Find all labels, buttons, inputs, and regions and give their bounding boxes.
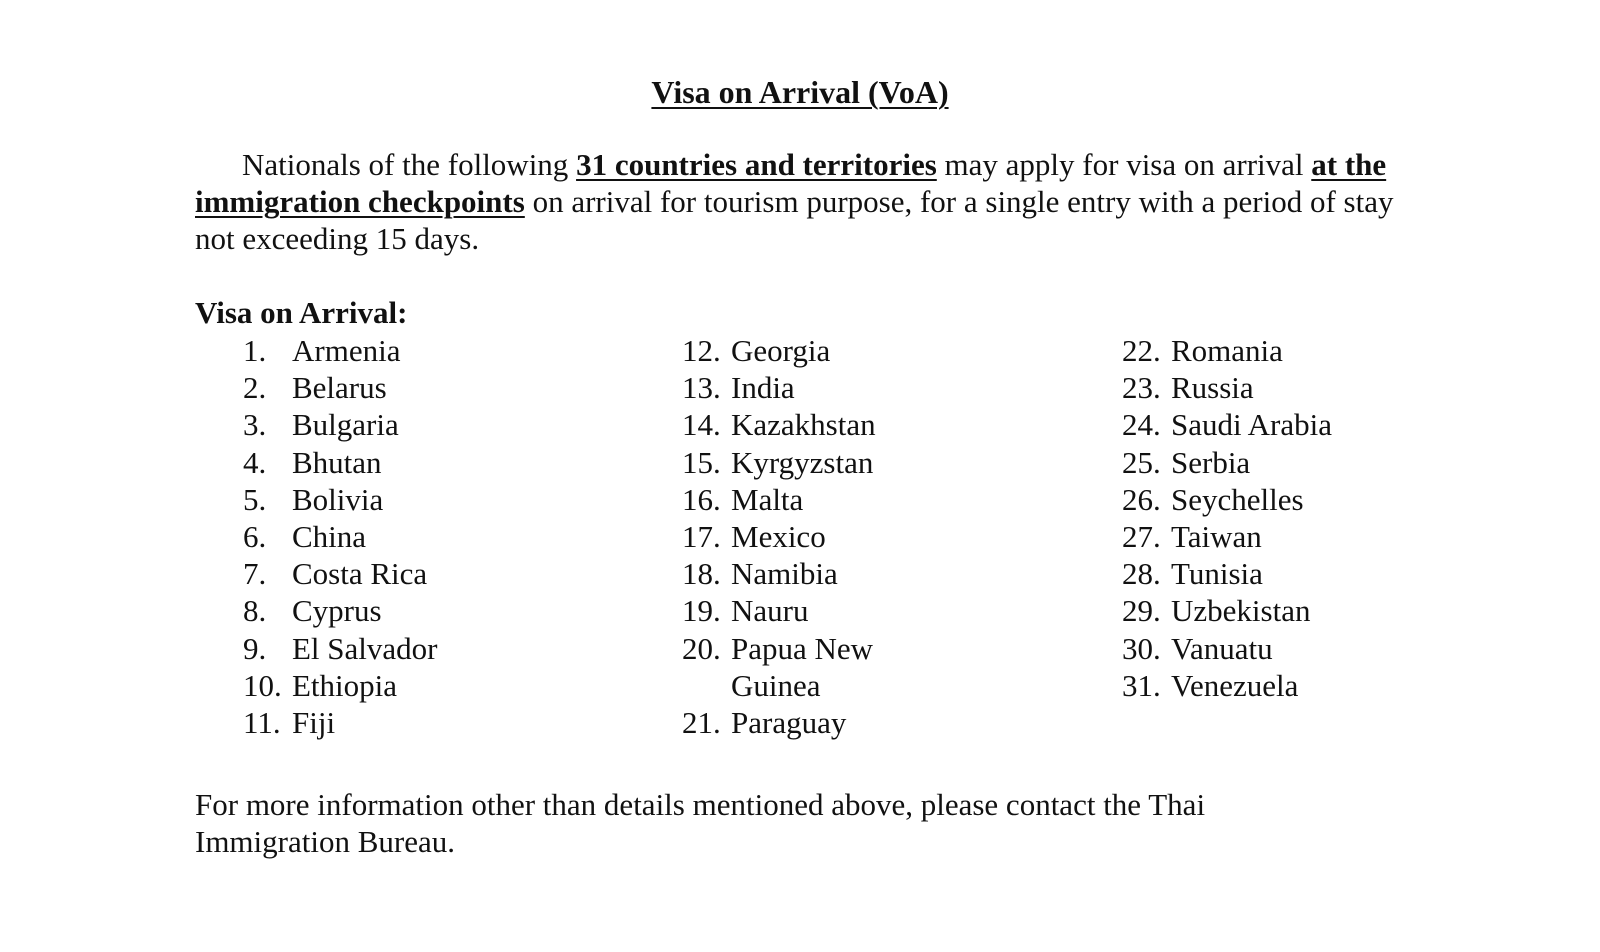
country-name: Georgia [731, 333, 831, 368]
country-list-item [1122, 630, 1332, 667]
country-name: Armenia [292, 333, 401, 368]
country-number: 16. [682, 481, 721, 517]
country-number: 2. [243, 370, 267, 406]
country-column-2 [682, 332, 901, 741]
country-name: Malta [731, 481, 804, 517]
intro-text-2: may apply for visa on arrival [936, 147, 1312, 182]
country-number: 8. [243, 593, 267, 629]
intro-emphasis-checkpoints: at the immigration checkpoints [195, 147, 1387, 219]
country-list-item [243, 592, 438, 629]
intro-text-1: Nationals of the following [242, 147, 577, 182]
country-list-item [243, 444, 438, 481]
country-list-item [1122, 518, 1332, 555]
country-name: Namibia [731, 556, 838, 592]
country-list-item [1122, 332, 1332, 369]
country-number: 20. [682, 630, 721, 666]
country-name: Bolivia [292, 481, 384, 517]
country-number: 7. [243, 556, 267, 592]
list-heading: Visa on Arrival: [195, 295, 408, 330]
country-name: Serbia [1171, 444, 1251, 480]
country-number: 6. [243, 519, 267, 555]
country-list-item [682, 592, 901, 629]
country-number: 31. [1122, 667, 1161, 703]
country-name: Cyprus [292, 593, 382, 629]
country-name: Costa Rica [292, 556, 428, 592]
country-number: 26. [1122, 481, 1161, 517]
country-name: Saudi Arabia [1171, 407, 1332, 443]
country-name: Mexico [731, 519, 826, 555]
country-name: India [731, 370, 795, 406]
country-list-item [1122, 667, 1332, 704]
country-list-item [1122, 444, 1332, 481]
country-name: Nauru [731, 593, 809, 629]
country-list-item [1122, 592, 1332, 629]
country-list-item [682, 518, 901, 555]
country-list-item [243, 704, 438, 741]
country-name: El Salvador [292, 630, 438, 666]
country-list-item [1122, 481, 1332, 518]
country-list-item [682, 444, 901, 481]
country-number: 11. [243, 705, 281, 741]
country-number: 12. [682, 333, 721, 368]
country-number: 25. [1122, 444, 1161, 480]
country-name: Kyrgyzstan [731, 444, 874, 480]
country-number: 27. [1122, 519, 1161, 555]
country-number: 22. [1122, 333, 1161, 368]
country-list-item [682, 369, 901, 406]
country-name: Taiwan [1171, 519, 1262, 555]
country-name: Vanuatu [1171, 630, 1273, 666]
country-name: Uzbekistan [1171, 593, 1311, 629]
country-list-item [682, 332, 901, 369]
country-list-item [682, 704, 901, 741]
country-name: Bulgaria [292, 407, 399, 443]
country-name: Papua New Guinea [731, 630, 874, 703]
country-number: 23. [1122, 370, 1161, 406]
country-name: China [292, 519, 367, 555]
country-name: Paraguay [731, 705, 847, 741]
country-name: Tunisia [1171, 556, 1263, 592]
country-number: 18. [682, 556, 721, 592]
country-list-item [243, 518, 438, 555]
country-name: Seychelles [1171, 481, 1304, 517]
country-list-item [1122, 406, 1332, 443]
country-name: Romania [1171, 333, 1283, 368]
country-list-item [243, 332, 438, 369]
country-number: 3. [243, 407, 267, 443]
country-list-item [682, 630, 901, 704]
country-number: 14. [682, 407, 721, 443]
country-number: 29. [1122, 593, 1161, 629]
country-number: 15. [682, 444, 721, 480]
country-name: Belarus [292, 370, 387, 406]
country-list-item [1122, 369, 1332, 406]
country-list-item [682, 481, 901, 518]
country-number: 1. [243, 333, 267, 368]
country-list-item [682, 406, 901, 443]
country-name: Fiji [292, 705, 336, 741]
country-name: Bhutan [292, 444, 382, 480]
country-number: 19. [682, 593, 721, 629]
country-number: 21. [682, 705, 721, 741]
country-list-item [243, 406, 438, 443]
country-list-item [243, 481, 438, 518]
country-column-3 [1122, 332, 1332, 704]
country-number: 5. [243, 481, 267, 517]
country-number: 4. [243, 444, 267, 480]
intro-emphasis-countries: 31 countries and territories [576, 147, 937, 182]
country-number: 30. [1122, 630, 1161, 666]
country-list-item [682, 555, 901, 592]
country-number: 13. [682, 370, 721, 406]
country-number: 24. [1122, 407, 1161, 443]
country-number: 28. [1122, 556, 1161, 592]
country-list-item [243, 555, 438, 592]
country-number: 10. [243, 667, 282, 703]
country-list-item [243, 667, 438, 704]
country-name: Russia [1171, 370, 1254, 406]
country-column-1 [243, 332, 438, 741]
country-list-item [243, 630, 438, 667]
country-name: Venezuela [1171, 667, 1299, 703]
intro-paragraph [195, 146, 1425, 257]
country-list-item [243, 369, 438, 406]
country-number: 17. [682, 519, 721, 555]
intro-text-3: on arrival for tourism purpose, for a single entry with a period of stay not exceeding 15 days. [195, 184, 1394, 256]
country-name: Kazakhstan [731, 407, 876, 443]
country-list-item [1122, 555, 1332, 592]
footer-note: For more information other than details mentioned above, please contact the Thai Immigration Bureau. [195, 787, 1206, 859]
document-title: Visa on Arrival (VoA) [651, 74, 949, 110]
country-name: Ethiopia [292, 667, 398, 703]
country-number: 9. [243, 630, 267, 666]
